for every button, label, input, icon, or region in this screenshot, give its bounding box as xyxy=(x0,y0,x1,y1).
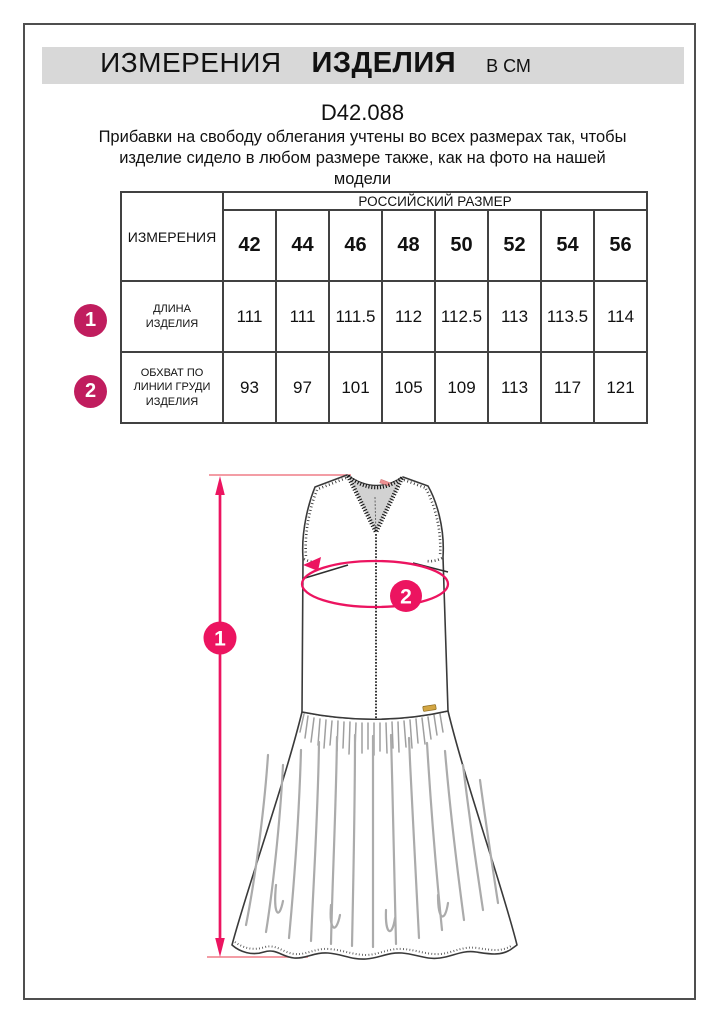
title-units: В СМ xyxy=(486,56,531,76)
dress-skirt xyxy=(232,711,517,959)
value-cell: 101 xyxy=(329,352,382,423)
title-bar xyxy=(42,47,684,84)
value-cell: 111 xyxy=(223,281,276,352)
title-measurements: ИЗМЕРЕНИЯ xyxy=(100,47,282,78)
row-label: ДЛИНА ИЗДЕЛИЯ xyxy=(145,303,199,330)
measurement-badge-1: 1 xyxy=(74,304,107,337)
size-cell: 50 xyxy=(435,210,488,281)
value-cell: 117 xyxy=(541,352,594,423)
corner-header-cell: ИЗМЕРЕНИЯ xyxy=(121,192,223,281)
size-cell: 48 xyxy=(382,210,435,281)
description-line: Прибавки на свободу облегания учтены во всех размерах так, чтобы xyxy=(98,128,627,146)
dress-bodice xyxy=(302,475,448,720)
row-label: ОБХВАТ ПО ЛИНИИ ГРУДИ ИЗДЕЛИЯ xyxy=(133,367,211,408)
callout-number-2: 2 xyxy=(400,585,412,609)
size-cell: 44 xyxy=(276,210,329,281)
size-cell: 52 xyxy=(488,210,541,281)
table-row-bust xyxy=(121,352,647,423)
value-cell: 109 xyxy=(435,352,488,423)
length-dimension-arrow xyxy=(204,476,237,957)
value-cell: 111.5 xyxy=(329,281,382,352)
size-cell: 42 xyxy=(223,210,276,281)
title-product: ИЗДЕЛИЯ xyxy=(311,47,457,79)
row-label-cell xyxy=(121,281,223,352)
table-row-length xyxy=(121,281,647,352)
size-system-header-cell: РОССИЙСКИЙ РАЗМЕР xyxy=(223,192,647,210)
description-line: модели xyxy=(333,170,392,188)
size-cell: 54 xyxy=(541,210,594,281)
measurement-badge-2: 2 xyxy=(74,375,107,408)
value-cell: 114 xyxy=(594,281,647,352)
callout-number-1: 1 xyxy=(214,627,226,651)
description-text xyxy=(0,127,725,190)
size-cell: 56 xyxy=(594,210,647,281)
value-cell: 121 xyxy=(594,352,647,423)
value-cell: 105 xyxy=(382,352,435,423)
value-cell: 97 xyxy=(276,352,329,423)
size-cell: 46 xyxy=(329,210,382,281)
value-cell: 113 xyxy=(488,281,541,352)
measurements-table xyxy=(120,191,648,424)
value-cell: 113.5 xyxy=(541,281,594,352)
product-code: D42.088 xyxy=(320,100,405,125)
value-cell: 111 xyxy=(276,281,329,352)
value-cell: 93 xyxy=(223,352,276,423)
value-cell: 113 xyxy=(488,352,541,423)
table-row xyxy=(121,192,647,210)
value-cell: 112.5 xyxy=(435,281,488,352)
row-label-cell xyxy=(121,352,223,423)
value-cell: 112 xyxy=(382,281,435,352)
description-line: изделие сидело в любом размере также, как на фото на нашей xyxy=(119,149,606,167)
dress-technical-drawing xyxy=(180,455,540,980)
